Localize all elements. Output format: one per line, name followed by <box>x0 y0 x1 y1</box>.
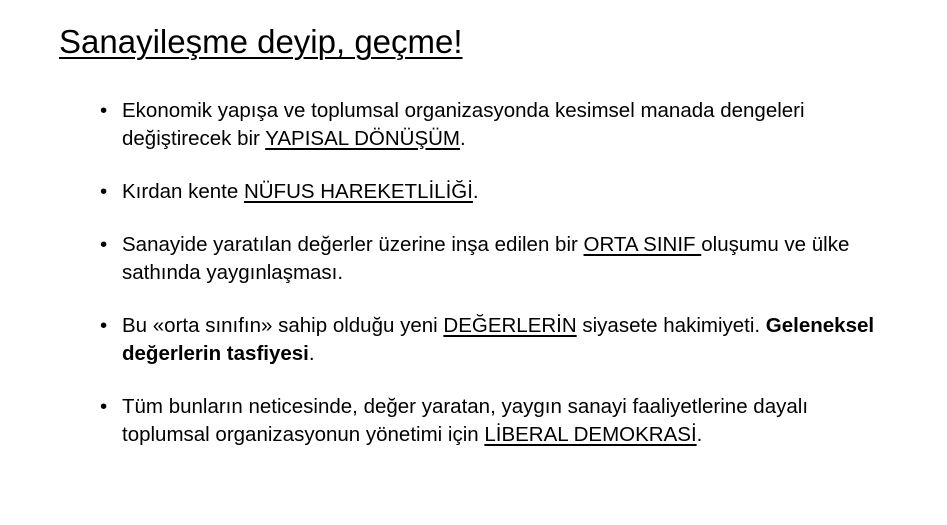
bullet-text-end: oluşumu ve ülke sathında yaygınlaşması. <box>122 233 850 284</box>
bullet-text-end: . <box>472 180 479 203</box>
bullet-text-end: . <box>308 342 315 365</box>
bullet-dot-icon: • <box>100 395 108 418</box>
bullet-list <box>100 97 890 474</box>
bullet-dot-icon: • <box>100 180 108 203</box>
bullet-item <box>100 231 890 287</box>
bullet-text: Ekonomik yapışa ve toplumsal organizasyonda kesimsel manada dengeleri değiştirecek bir <box>122 99 805 150</box>
bullet-underlined-text: DEĞERLERİN <box>443 314 577 337</box>
bullet-underlined-text: YAPISAL DÖNÜŞÜM <box>265 127 460 150</box>
bullet-dot-icon: • <box>100 99 108 122</box>
bullet-text: Tüm bunların neticesinde, değer yaratan, yaygın sanayi faaliyetlerine dayalı toplumsal organizasyonun yönetimi için <box>122 395 809 446</box>
slide-title: Sanayileşme deyip, geçme! <box>59 23 463 60</box>
bullet-bold-text: Geleneksel değerlerin tasfiyesi <box>122 314 875 365</box>
bullet-text-mid: siyasete hakimiyeti. <box>576 314 766 337</box>
bullet-text: Sanayide yaratılan değerler üzerine inşa edilen bir <box>122 233 584 256</box>
bullet-item <box>100 393 890 449</box>
bullet-underlined-text: NÜFUS HAREKETLİLİĞİ <box>243 180 473 203</box>
bullet-text: Kırdan kente <box>122 180 244 203</box>
bullet-text-end: . <box>460 127 466 150</box>
bullet-underlined-text: LİBERAL DEMOKRASİ <box>484 423 697 446</box>
bullet-text-end: . <box>696 423 703 446</box>
bullet-text: Bu «orta sınıfın» sahip olduğu yeni <box>122 314 444 337</box>
bullet-dot-icon: • <box>100 233 108 256</box>
bullet-item <box>100 97 890 153</box>
bullet-underlined-text: ORTA SINIF <box>583 233 702 256</box>
bullet-item <box>100 312 890 368</box>
bullet-dot-icon: • <box>100 314 108 337</box>
bullet-item <box>100 178 890 206</box>
